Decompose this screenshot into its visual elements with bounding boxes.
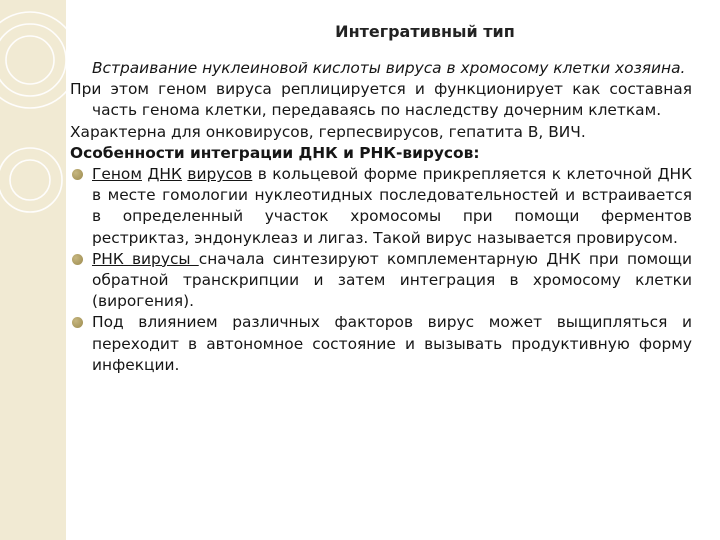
underlined-term: ДНК [147, 165, 182, 184]
list-item [70, 164, 692, 249]
underlined-term: вирусов [187, 165, 253, 184]
definition-text: Встраивание нуклеиновой кислоты вируса в хромосому клетки хозяина. [92, 59, 686, 77]
bullet-icon [72, 317, 83, 328]
replication-text: При этом геном вируса реплицируется и функционирует как составная часть генома клетки, передаваясь по наследству дочерним клеткам. [70, 80, 692, 120]
typical-viruses-text: Характерна для онковирусов, герпесвирусов, гепатита В, ВИЧ. [70, 122, 586, 141]
list-text: Под влиянием различных факторов вирус может выщипляться и переходит в автономное состояние и вызывать продуктивную форму инфекции. [92, 313, 692, 374]
slide-title: Интегративный тип [335, 22, 515, 41]
list-item [70, 249, 692, 313]
bullet-icon [72, 254, 83, 265]
circle-ornament-icon [0, 0, 66, 260]
features-list [70, 164, 692, 376]
features-heading: Особенности интеграции ДНК и РНК-вирусов: [70, 143, 480, 162]
bullet-icon [72, 169, 83, 180]
underlined-term: Геном [92, 165, 142, 184]
list-text: сначала синтезируют комплементарную ДНК при помощи обратной транскрипции и затем интеграция в хромосому клетки (вирогения). [92, 249, 692, 311]
list-item [70, 312, 692, 376]
list-text: в кольцевой форме прикрепляется к клеточной ДНК в месте гомологии нуклеотидных последовательностей и встраивается в определенный участок хромосомы при помощи ферментов рестриктаз, эндонуклеаз и лигаз. Такой вирус называется провирусом. [92, 165, 692, 247]
underlined-term: РНК вирусы [92, 249, 199, 268]
slide-content [70, 58, 692, 376]
